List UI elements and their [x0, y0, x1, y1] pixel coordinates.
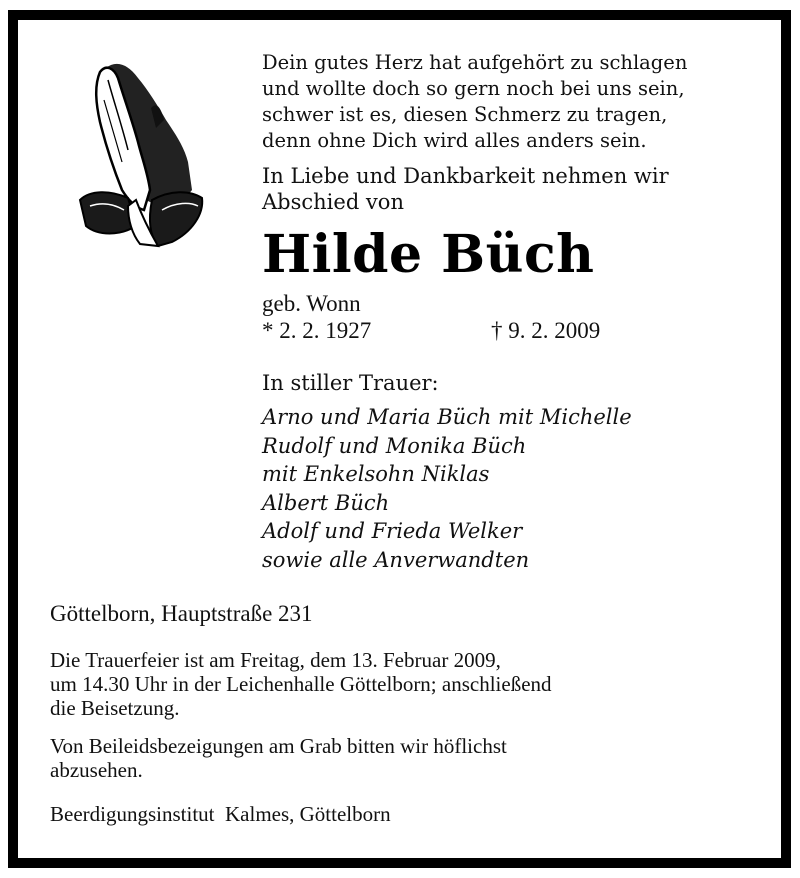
life-dates: [262, 317, 782, 345]
verse-line: denn ohne Dich wird alles anders sein.: [262, 129, 647, 152]
address: Göttelborn, Hauptstraße 231: [50, 601, 313, 626]
verse-line: Dein gutes Herz hat aufgehört zu schlagen: [262, 51, 688, 74]
bottom-section: [50, 600, 770, 826]
mourner-line: Albert Büch: [262, 490, 390, 515]
mourner-line: sowie alle Anverwandten: [262, 547, 530, 572]
service-line: um 14.30 Uhr in der Leichenhalle Göttelborn; anschließend: [50, 672, 552, 696]
obituary-frame: [8, 10, 791, 868]
verse-line: schwer ist es, diesen Schmerz zu tragen,: [262, 103, 668, 126]
mourner-line: Rudolf und Monika Büch: [262, 433, 527, 458]
service-info: [50, 648, 770, 720]
birth-date: * 2. 2. 1927: [262, 318, 372, 343]
intro-line: In Liebe und Dankbarkeit nehmen wir: [262, 164, 669, 188]
undertaker: Beerdigungsinstitut Kalmes, Göttelborn: [50, 802, 391, 826]
praying-hands-icon: [66, 50, 216, 250]
condolence-line: abzusehen.: [50, 758, 143, 782]
condolence-line: Von Beileidsbezeigungen am Grab bitten wir höflichst: [50, 734, 507, 758]
deceased-name: Hilde Büch: [262, 224, 595, 285]
service-line: Die Trauerfeier ist am Freitag, dem 13. Februar 2009,: [50, 648, 501, 672]
verse-line: und wollte doch so gern noch bei uns sein,: [262, 77, 685, 100]
farewell-intro: [262, 163, 782, 215]
mourning-label: In stiller Trauer:: [262, 371, 439, 395]
death-date: † 9. 2. 2009: [491, 318, 601, 343]
service-line: die Beisetzung.: [50, 696, 180, 720]
condolence-note: [50, 734, 770, 782]
mourners-list: [262, 403, 782, 574]
verse: [262, 50, 782, 154]
mourner-line: Adolf und Frieda Welker: [262, 519, 523, 543]
mourner-line: Arno und Maria Büch mit Michelle: [262, 405, 632, 429]
maiden-name: geb. Wonn: [262, 291, 361, 316]
mourner-line: mit Enkelsohn Niklas: [262, 462, 490, 486]
main-column: [262, 50, 782, 574]
intro-line: Abschied von: [262, 190, 404, 214]
